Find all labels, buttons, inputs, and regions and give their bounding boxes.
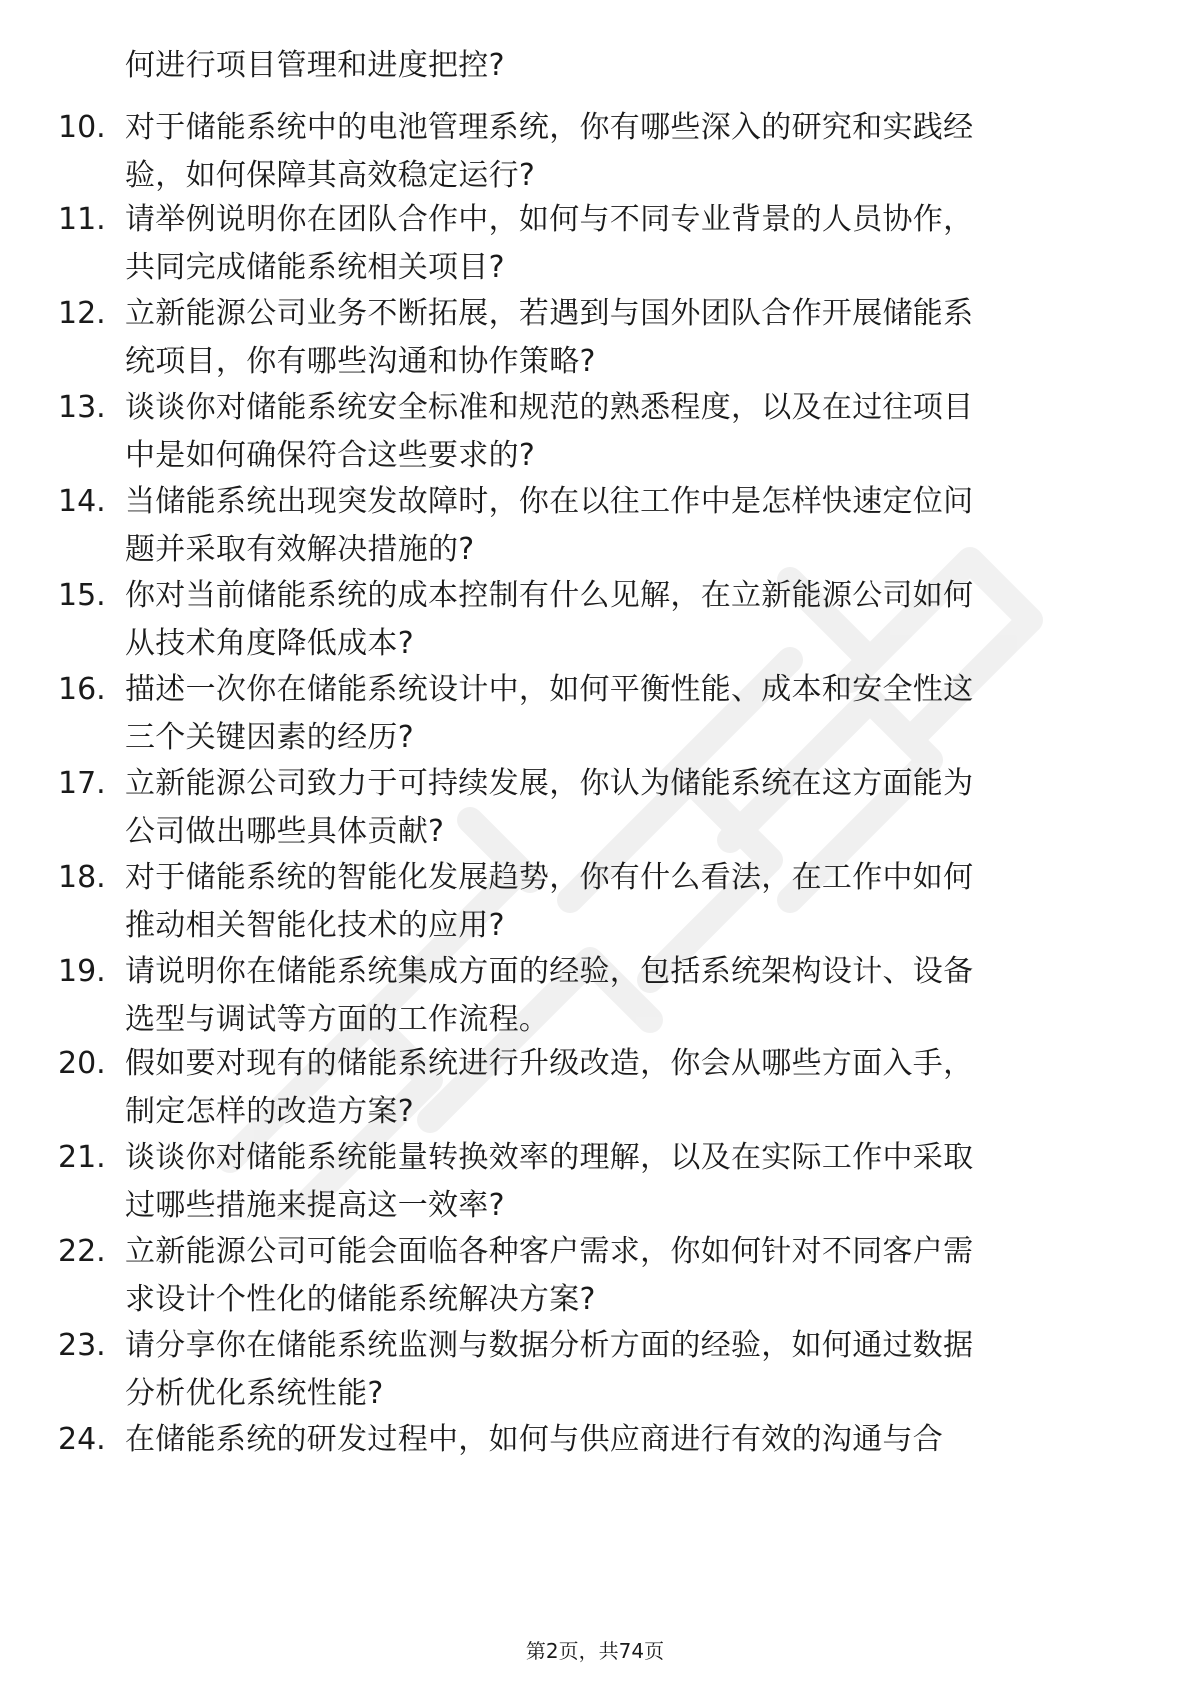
question-line: 请举例说明你在团队合作中，如何与不同专业背景的人员协作，: [125, 202, 974, 237]
question-number: 24.: [58, 1422, 106, 1457]
question-number: 10.: [58, 110, 106, 145]
question-text: [125, 478, 1125, 574]
question-text: [125, 1416, 1125, 1464]
question-text: [125, 854, 1125, 950]
question-line: 公司做出哪些具体贡献?: [125, 814, 445, 849]
question-number: 16.: [58, 672, 106, 707]
question-number: 17.: [58, 766, 106, 801]
question-line: 当储能系统出现突发故障时，你在以往工作中是怎样快速定位问: [125, 484, 974, 519]
question-line: 谈谈你对储能系统安全标准和规范的熟悉程度，以及在过往项目: [125, 390, 974, 425]
question-text: [125, 290, 1125, 386]
question-number: 12.: [58, 296, 106, 331]
question-line: 你对当前储能系统的成本控制有什么见解，在立新能源公司如何: [125, 578, 974, 613]
question-text: [125, 1134, 1125, 1230]
question-line: 过哪些措施来提高这一效率?: [125, 1188, 505, 1223]
question-line: 立新能源公司业务不断拓展，若遇到与国外团队合作开展储能系: [125, 296, 974, 331]
question-line: 统项目，你有哪些沟通和协作策略?: [125, 344, 596, 379]
page-number-footer: 第2页，共74页: [525, 1639, 665, 1663]
question-line: 选型与调试等方面的工作流程。: [125, 1002, 550, 1037]
question-number: 14.: [58, 484, 106, 519]
question-text: [125, 196, 1125, 292]
question-text: [125, 384, 1125, 480]
question-number: 18.: [58, 860, 106, 895]
question-line: 推动相关智能化技术的应用?: [125, 908, 505, 943]
question-line: 在储能系统的研发过程中，如何与供应商进行有效的沟通与合: [125, 1422, 944, 1457]
question-text: [125, 760, 1125, 856]
question-line: 三个关键因素的经历?: [125, 720, 414, 755]
question-number: 22.: [58, 1234, 106, 1269]
question-number: 20.: [58, 1046, 106, 1081]
question-number: 15.: [58, 578, 106, 613]
question-line: 对于储能系统中的电池管理系统，你有哪些深入的研究和实践经: [125, 110, 974, 145]
question-text: [125, 1228, 1125, 1324]
question-line: 请分享你在储能系统监测与数据分析方面的经验，如何通过数据: [125, 1328, 974, 1363]
question-number: 21.: [58, 1140, 106, 1175]
continuation-line: 何进行项目管理和进度把控?: [125, 48, 505, 83]
question-number: 23.: [58, 1328, 106, 1363]
question-line: 请说明你在储能系统集成方面的经验，包括系统架构设计、设备: [125, 954, 974, 989]
question-line: 验，如何保障其高效稳定运行?: [125, 158, 536, 193]
question-text: [125, 1322, 1125, 1418]
question-line: 对于储能系统的智能化发展趋势，你有什么看法，在工作中如何: [125, 860, 974, 895]
question-line: 立新能源公司致力于可持续发展，你认为储能系统在这方面能为: [125, 766, 974, 801]
question-line: 立新能源公司可能会面临各种客户需求，你如何针对不同客户需: [125, 1234, 974, 1269]
question-text: [125, 1040, 1125, 1136]
question-line: 中是如何确保符合这些要求的?: [125, 438, 536, 473]
question-line: 从技术角度降低成本?: [125, 626, 414, 661]
question-line: 求设计个性化的储能系统解决方案?: [125, 1282, 596, 1317]
question-number: 13.: [58, 390, 106, 425]
question-line: 分析优化系统性能?: [125, 1376, 384, 1411]
question-line: 共同完成储能系统相关项目?: [125, 250, 505, 285]
question-text: [125, 104, 1125, 200]
question-line: 描述一次你在储能系统设计中，如何平衡性能、成本和安全性这: [125, 672, 974, 707]
question-line: 假如要对现有的储能系统进行升级改造，你会从哪些方面入手，: [125, 1046, 974, 1081]
question-text: [125, 572, 1125, 668]
question-line: 制定怎样的改造方案?: [125, 1094, 414, 1129]
question-number: 11.: [58, 202, 106, 237]
question-text: [125, 666, 1125, 762]
question-line: 题并采取有效解决措施的?: [125, 532, 475, 567]
question-line: 谈谈你对储能系统能量转换效率的理解，以及在实际工作中采取: [125, 1140, 974, 1175]
question-number: 19.: [58, 954, 106, 989]
question-text: [125, 948, 1125, 1044]
